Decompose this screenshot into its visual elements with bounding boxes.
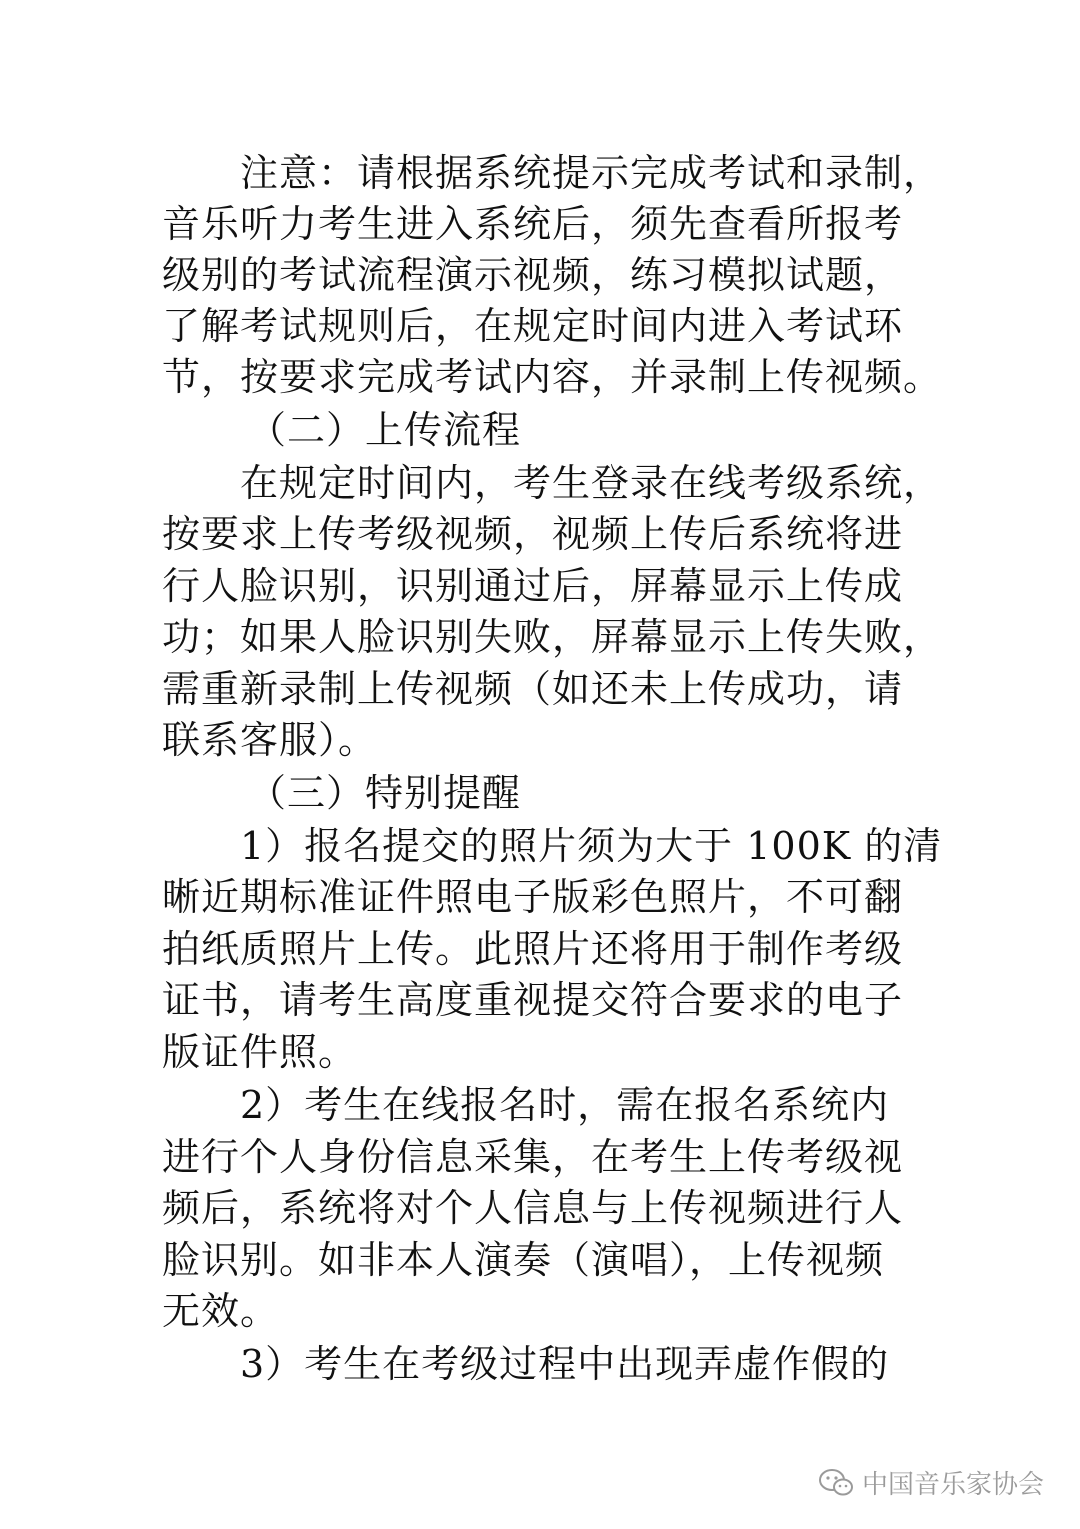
text-line: 按要求上传考级视频，视频上传后系统将进 (162, 512, 904, 556)
section-heading: （二）上传流程 (248, 408, 522, 452)
text-line: 脸识别。如非本人演奏（演唱），上传视频 (162, 1238, 885, 1282)
text-line: 频后，系统将对个人信息与上传视频进行人 (162, 1186, 904, 1230)
text-line: 进行个人身份信息采集，在考生上传考级视 (162, 1135, 904, 1179)
text-line: 节，按要求完成考试内容，并录制上传视频。 (162, 355, 943, 399)
text-line: 2）考生在线报名时，需在报名系统内 (240, 1083, 890, 1127)
wechat-icon (818, 1468, 854, 1498)
text-line: 音乐听力考生进入系统后，须先查看所报考 (162, 202, 904, 246)
text-line: 功；如果人脸识别失败，屏幕显示上传失败， (162, 615, 943, 659)
text-line: 了解考试规则后，在规定时间内进入考试环 (162, 304, 904, 348)
text-line: 注意：请根据系统提示完成考试和录制， (240, 151, 943, 195)
section-heading: （三）特别提醒 (248, 771, 522, 815)
text-line: 无效。 (162, 1289, 280, 1333)
text-line: 晰近期标准证件照电子版彩色照片，不可翻 (162, 875, 904, 919)
text-line: 版证件照。 (162, 1030, 358, 1074)
text-line: 拍纸质照片上传。此照片还将用于制作考级 (162, 927, 904, 971)
text-line: 证书，请考生高度重视提交符合要求的电子 (162, 978, 904, 1022)
text-line: 在规定时间内，考生登录在线考级系统， (240, 461, 943, 505)
text-line: 级别的考试流程演示视频，练习模拟试题， (162, 253, 904, 297)
watermark-text: 中国音乐家协会 (861, 1470, 1044, 1500)
text-line: 需重新录制上传视频（如还未上传成功，请 (162, 667, 904, 711)
text-line: 联系客服）。 (162, 718, 378, 762)
text-line: 3）考生在考级过程中出现弄虚作假的 (240, 1342, 890, 1386)
watermark (818, 1464, 1044, 1501)
text-line: 行人脸识别，识别通过后，屏幕显示上传成 (162, 564, 904, 608)
text-line: 1）报名提交的照片须为大于 100K 的清 (240, 824, 943, 868)
